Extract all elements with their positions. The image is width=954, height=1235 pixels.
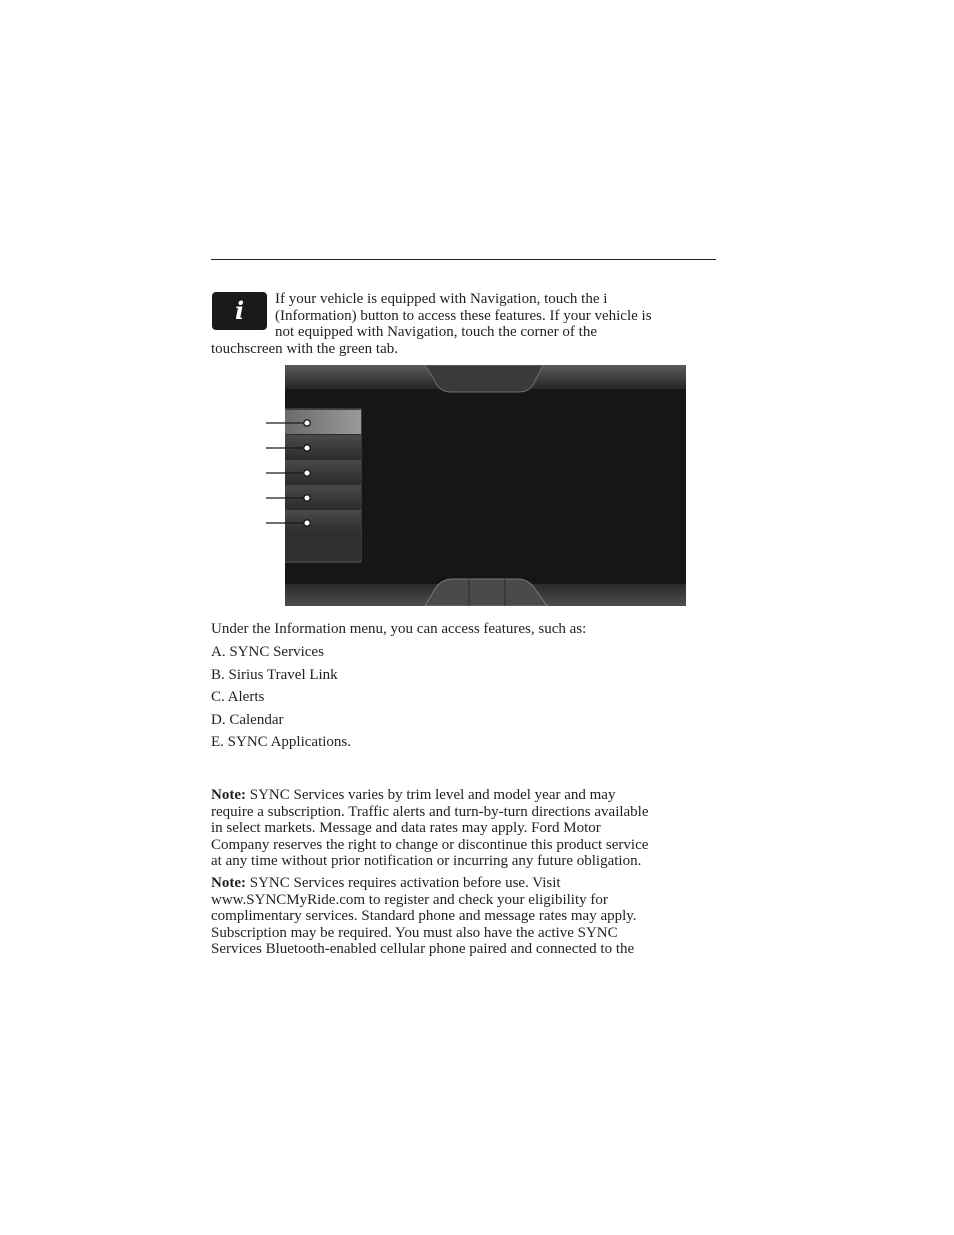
- note-1-line-5: at any time without prior notification or incurring any future obligation.: [211, 853, 642, 869]
- note-1-line-4: Company reserves the right to change or discontinue this product service: [211, 836, 649, 853]
- screen-bottom-tab: [425, 579, 547, 606]
- touchscreen-graphic: [285, 365, 686, 606]
- features-heading: Under the Information menu, you can access features, such as:: [211, 621, 587, 637]
- feature-item-e: E. SYNC Applications.: [211, 734, 352, 750]
- note-2-line-1: Note: SYNC Services requires activation before use. Visit: [211, 875, 561, 891]
- note-2-label: Note:: [211, 875, 246, 891]
- menu-callout-lines: [262, 405, 322, 535]
- note-2-line-4: Subscription may be required. You must also have the active SYNC: [211, 924, 618, 941]
- note-1-line-1: Note: SYNC Services varies by trim level and model year and may: [211, 787, 616, 803]
- callout-c: [304, 470, 310, 476]
- note-2-line-2: www.SYNCMyRide.com to register and check your eligibility for: [211, 891, 608, 908]
- note-1-label: Note:: [211, 787, 246, 803]
- note-1-line-2: require a subscription. Traffic alerts and turn-by-turn directions available: [211, 803, 649, 820]
- feature-item-a: A. SYNC Services: [211, 644, 324, 660]
- intro-text-line-4: touchscreen with the green tab.: [211, 340, 399, 357]
- intro-text-line-2: (Information) button to access these features. If your vehicle is: [275, 307, 652, 324]
- menu-empty-slot: [285, 535, 361, 561]
- feature-item-c: C. Alerts: [211, 689, 265, 705]
- touchscreen-illustration: [285, 365, 686, 606]
- callout-b: [304, 445, 310, 451]
- callout-a: [304, 420, 310, 426]
- header-rule: [211, 259, 716, 260]
- note-2-line-3: complimentary services. Standard phone and message rates may apply.: [211, 908, 637, 924]
- information-icon: i: [212, 292, 267, 330]
- callout-d: [304, 495, 310, 501]
- feature-item-d: D. Calendar: [211, 712, 284, 728]
- note-1-line-3: in select markets. Message and data rates may apply. Ford Motor: [211, 820, 601, 836]
- feature-item-b: B. Sirius Travel Link: [211, 667, 338, 683]
- screen-top-tab: [425, 365, 543, 392]
- intro-text-line-3: not equipped with Navigation, touch the corner of the: [275, 324, 597, 340]
- callout-e: [304, 520, 310, 526]
- intro-text-line-1: If your vehicle is equipped with Navigation, touch the i: [275, 291, 608, 307]
- note-2-line-5: Services Bluetooth-enabled cellular phone paired and connected to the: [211, 941, 635, 957]
